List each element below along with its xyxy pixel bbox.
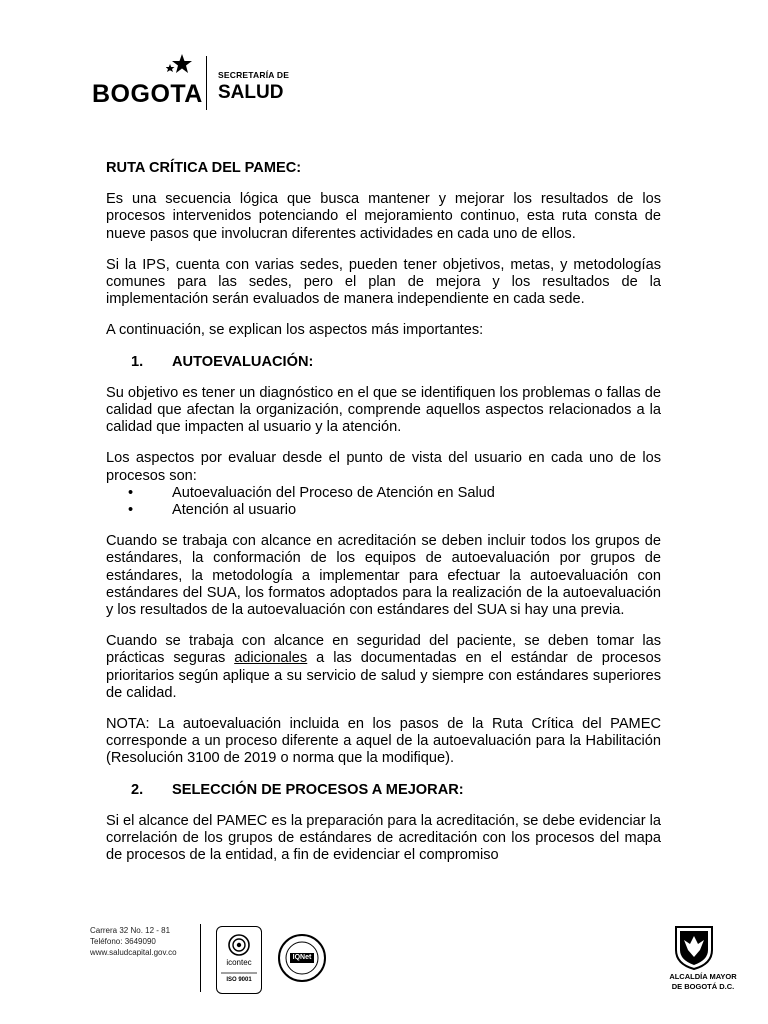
icontec-label: icontec <box>226 958 252 967</box>
list-item <box>106 485 661 502</box>
section-heading-autoevaluacion <box>106 354 661 371</box>
alcaldia-line-1: ALCALDÍA MAYOR <box>669 972 737 981</box>
header-logo <box>92 52 392 112</box>
document-title: RUTA CRÍTICA DEL PAMEC: <box>106 160 302 176</box>
paragraph-sedes: Si la IPS, cuenta con varias sedes, pueden tener objetivos, metas, y metodologías comunes para las sedes, pero el plan de mejora y los resultados de la implementación serán evaluados de manera independiente en cada sede. <box>106 256 661 308</box>
document-body <box>106 160 661 879</box>
logo-divider <box>206 56 207 110</box>
bullet-icon: • <box>128 484 134 501</box>
logo-secretaria: SECRETARÍA DE <box>218 70 290 80</box>
paragraph-intro: Es una secuencia lógica que busca mantener y mejorar los resultados de los procesos intervenidos potenciando el mejoramiento continuo, esta ruta consta de nueve pasos que involucran diferentes actividades en cada uno de ellos. <box>106 191 661 242</box>
text-segment: a las documentadas en el estándar de procesos prioritarios según aplique a su servicio de salud y siempre con estándares superiores de calidad. <box>106 650 661 701</box>
paragraph-acreditacion: Cuando se trabaja con alcance en acreditación se deben incluir todos los grupos de estándares, la conformación de los equipos de autoevaluación por grupos de estándares, la metodología a implementar para efectuar la autoevaluación con estándares del SUA, los formatos adoptados para la realización de la autoevaluación y los resultados de la autoevaluación con estándares del SUA si hay una previa. <box>106 533 661 619</box>
address-line: Carrera 32 No. 12 - 81 <box>90 926 171 935</box>
bogota-logo-text: BOGOTA <box>92 80 203 108</box>
list-item-text: Autoevaluación del Proceso de Atención en Salud <box>172 484 495 501</box>
section-heading-seleccion <box>106 782 661 799</box>
text-segment: Cuando se trabaja con alcance en seguridad del paciente, se deben tomar las prácticas seguras <box>106 633 661 667</box>
list-item-text: Atención al usuario <box>172 502 297 519</box>
bullet-list <box>106 485 661 519</box>
iqnet-certification-logo <box>278 934 326 987</box>
paragraph-aspectos: Los aspectos por evaluar desde el punto de vista del usuario en cada uno de los procesos son: <box>106 450 661 484</box>
underlined-word: adicionales <box>234 650 308 667</box>
phone-line: Teléfono: 3649090 <box>90 937 156 946</box>
section-number: 1. <box>131 353 144 370</box>
bullet-icon: • <box>128 502 134 519</box>
paragraph-continuacion: A continuación, se explican los aspectos más importantes: <box>106 322 484 339</box>
section-title: AUTOEVALUACIÓN: <box>172 353 314 370</box>
coat-of-arms-icon <box>670 924 718 970</box>
website-line: www.saludcapital.gov.co <box>90 948 177 957</box>
logo-salud: SALUD <box>218 82 284 103</box>
footer-divider <box>200 924 201 992</box>
alcaldia-line-2: DE BOGOTÁ D.C. <box>671 982 735 991</box>
paragraph-nota: NOTA: La autoevaluación incluida en los pasos de la Ruta Crítica del PAMEC corresponde a un proceso diferente a aquel de la autoevaluación para la Habilitación (Resolución 3100 de 2019 o norma que la modifique). <box>106 716 661 767</box>
paragraph-objetivo: Su objetivo es tener un diagnóstico en el que se identifiquen los problemas o fallas de calidad que afectan la organización, comprende aquellos aspectos relacionados a la calidad que impacten al usuario y la atención. <box>106 384 661 436</box>
list-item <box>106 502 661 519</box>
paragraph-alcance: Si el alcance del PAMEC es la preparación para la acreditación, se debe evidenciar la correlación de los grupos de estándares de acreditación con los procesos del mapa de procesos de la entidad, a fin de evidenciar el compromiso <box>106 812 661 864</box>
stars-icon <box>166 54 194 82</box>
section-title: SELECCIÓN DE PROCESOS A MEJORAR: <box>172 781 464 798</box>
section-number: 2. <box>131 781 144 798</box>
iso-label: ISO 9001 <box>226 977 252 983</box>
iqnet-label: IQNet <box>292 954 312 961</box>
footer-address <box>90 925 177 958</box>
paragraph-seguridad <box>106 633 661 702</box>
alcaldia-label <box>663 972 743 992</box>
icontec-certification-logo <box>216 926 262 994</box>
